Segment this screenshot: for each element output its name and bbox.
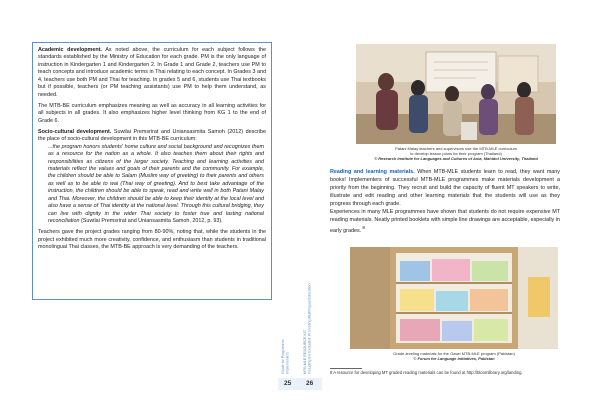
page-number-right: 26	[306, 380, 314, 387]
graded-caption-line1: Grade-leveling materials for the Gawri MTB-MLE program (Pakistan)	[393, 351, 515, 356]
meaning-emphasis-paragraph: The MTB-BE curriculum emphasizes meaning as well as accuracy in all learning activities for all subjects in all grades. It also emphasizes higher level thinking from KG 1 to the end of Grade 6.	[38, 102, 266, 124]
workshop-photo-credit: © Research Institute for Languages and Cultures of Asia, Mahidol University, Thailand	[374, 156, 538, 161]
quote-text: ...the program honors students' home culture and social background and recognizes them as a resource for the nation as a whole. It also teaches them about their rights and responsibilities as citizens of the larger society. Teaching and learning activities and materials reflect the values and goals of their parents and the community. For example, the children should be able to Salam (Muslim way of greeting) to their parents and others as well as to be able to wai (Thai way of greeting). And to best take advantage of the instruction, the children should be able to speak, read and write well in both Patani Malay and Thai. Moreover, the children should be able to keep their identity at the local level and also have a sense of Thai identity at the national level. Through this cultural bridging, they can live with dignity in the wider Thai society to foster true and lasting national reconciliation	[48, 143, 264, 225]
experiences-text: Experiences in many MLE programmes have shown that students do not require expensive MT reading materials. Neatly printed booklets with simple line drawings are acceptable, especially in early grades.	[330, 209, 560, 234]
curriculum-sidebar-box	[32, 42, 272, 300]
socio-cultural-text: Suwilai Premsrirat and Uniansasmita Samoh (2012) describe the place of socio-cultural development in this MTB-BE curriculum:	[38, 128, 267, 143]
footnote: 8 A resource for developing MT graded reading materials can be found at http://bloomlibrary.org/landing.	[330, 370, 523, 375]
running-title-right-line2: Including the Excluded: Promoting Multilingual Education	[307, 283, 312, 374]
workshop-caption-line1: Patani Malay teachers and supervisors use the MTB-MLE curriculum	[395, 146, 517, 151]
quote-citation: (Suwilai Premsrirat and Uniansasmita Samoh, 2012, p. 93).	[79, 218, 223, 225]
academic-development-text: As noted above, the curriculum for each subject follows the standards established by the Ministry of Education for each grade. PM is the only language of instruction in Kindergarten 1 and Kindergarten 2. In Grade 1 and Grade 2, teachers use PM to teach concepts and introduce academic terms in Thai relating to each concept. In Grades 3 and 4, teachers use both PM and Thai for teaching. In grades 5 and 6, students use Thai textbooks but if possible, teachers (or PM teaching assistants) use PM to help them understand, as needed.	[38, 47, 266, 98]
graded-materials-photo	[350, 247, 558, 349]
reading-materials-text: When MTB-MLE students learn to read, they want many books! Implementers of successful MTB-MLE programmes make materials development a priority from the beginning. They recruit and build the capacity of fluent MT speakers to write, illustrate and edit reading and other learning materials that the students will use as they progress through each grade.	[330, 169, 560, 207]
running-title-right	[303, 283, 312, 374]
academic-development-paragraph	[38, 47, 266, 99]
block-quote	[38, 144, 266, 226]
footnote-divider	[330, 368, 362, 369]
academic-development-heading: Academic development.	[38, 47, 102, 53]
experiences-paragraph	[330, 208, 560, 235]
running-title-left	[281, 302, 290, 374]
running-title-left-line1: Guide for Programme	[281, 339, 285, 374]
teachers-workshop-photo	[356, 44, 556, 144]
graded-materials-caption	[350, 351, 558, 361]
socio-cultural-paragraph	[38, 129, 266, 144]
project-grades-paragraph: Teachers gave the project grades ranging from 80-90%, noting that, while the students in the project exhibited much more creativity, confidence, and enthusiasm than students in traditional monolingual Thai classes, the MTB-BE approach is very demanding of the teachers.	[38, 229, 266, 251]
page-number-left: 25	[284, 380, 292, 387]
running-title-left-line2: Implementers	[285, 352, 290, 374]
reading-materials-heading: Reading and learning materials.	[330, 169, 415, 175]
footnote-reference[interactable]: 8	[361, 225, 365, 230]
workshop-caption-line2: to develop lesson plans for their program (Thailand)	[410, 151, 502, 156]
graded-photo-credit: © Forum for Language Initiatives, Pakistan	[413, 356, 495, 361]
socio-cultural-heading: Socio-cultural development.	[38, 128, 112, 135]
running-title-right-line1: MTB-MLE RESOURCE KIT	[303, 329, 307, 374]
graded-materials-image	[350, 247, 558, 349]
teachers-workshop-image	[356, 44, 556, 144]
reading-materials-paragraph	[330, 168, 560, 208]
workshop-photo-caption	[356, 146, 556, 161]
